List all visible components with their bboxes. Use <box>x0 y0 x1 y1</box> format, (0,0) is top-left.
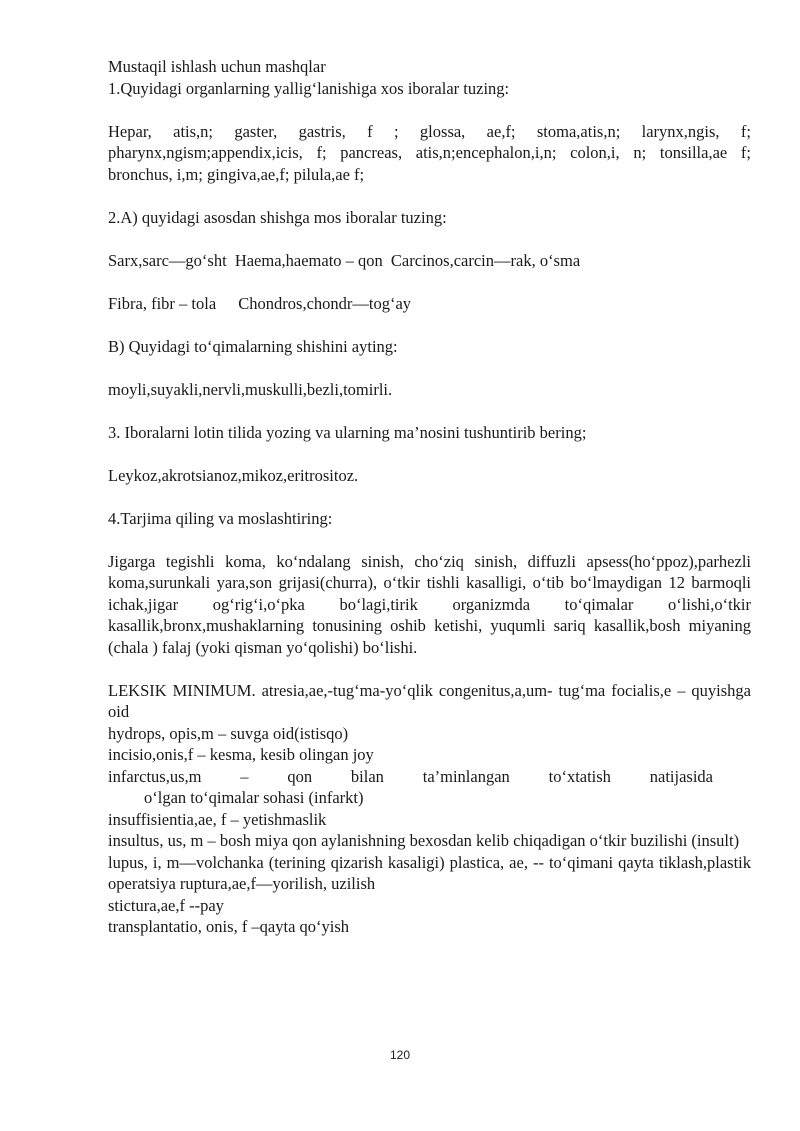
task-2a-row-1 <box>108 250 751 272</box>
task-2a-row-2 <box>108 293 751 315</box>
infarctus-word-4: to‘xtatish <box>548 766 611 786</box>
task-4-title: 4.Tarjima qiling va moslashtiring: <box>108 508 333 528</box>
task-1-title: 1.Quyidagi organlarning yallig‘lanishiga xos iboralar tuzing: <box>108 78 510 98</box>
infarctus-word-3: ta’minlangan <box>422 766 510 786</box>
task-2b-title: B) Quyidagi to‘qimalarning shishini ayting: <box>108 336 398 356</box>
task-3-text: Leykoz,akrotsianoz,mikoz,eritrositoz. <box>108 465 359 485</box>
lexicon-lupus: lupus, i, m—volchanka (terining qizarish kasaligi) plastica, ae, -- to‘qimani qayta tiklash,plastik operatsiya ruptura,ae,f—yorilish, uzilish <box>108 852 751 893</box>
term-haema: Haema,haemato – qon <box>234 250 383 270</box>
lexicon-transplantatio: transplantatio, onis, f –qayta qo‘yish <box>108 917 350 936</box>
lexicon-intro: LEKSIK MINIMUM. atresia,ae,-tug‘ma-yo‘qlik congenitus,a,um- tug‘ma focialis,e – quyishga oid <box>108 680 751 721</box>
task-1-text: Hepar, atis,n; gaster, gastris, f ; glossa, ae,f; stoma,atis,n; larynx,ngis, f; pharynx,ngism;appendix,icis, f; pancreas, atis,n;encephalon,i,n; colon,i, n; tonsilla,ae f; bronchus, i,m; gingiva,ae,f; pilula,ae f; <box>108 121 751 184</box>
lexicon-hydrops: hydrops, opis,m – suvga oid(istisqo) <box>108 723 349 743</box>
term-sarx: Sarx,sarc—go‘sht <box>108 250 227 270</box>
infarctus-dash: – <box>240 766 249 786</box>
task-3-title: 3. Iboralarni lotin tilida yozing va ularning ma’nosini tushuntirib bering; <box>108 422 587 442</box>
term-fibra: Fibra, fibr – tola <box>108 293 217 313</box>
task-4-text: Jigarga tegishli koma, ko‘ndalang sinish, cho‘ziq sinish, diffuzli apsess(ho‘ppoz),parhezli koma,surunkali yara,son grijasi(churra), o‘tkir tishli kasalligi, o‘tib bo‘lmaydigan 12 barmoqli ichak,jigar og‘rig‘i,o‘pka bo‘lagi,tirik organizmda to‘qimalar o‘lishi,o‘tkir kasallik,bronx,mushaklarning tonusining oshib ketishi, yuqumli sariq kasallik,bosh miyaning (chala ) falaj (yoki qisman yo‘qolishi) bo‘lishi. <box>108 551 751 657</box>
infarctus-word-5: natijasida <box>649 766 713 786</box>
task-2b-text: moyli,suyakli,nervli,muskulli,bezli,tomirli. <box>108 379 393 399</box>
document-page <box>108 56 751 938</box>
lexicon-incisio: incisio,onis,f – kesma, kesib olingan joy <box>108 745 374 764</box>
page-number: 120 <box>389 1048 411 1062</box>
task-2a-title: 2.A) quyidagi asosdan shishga mos iboralar tuzing: <box>108 207 447 227</box>
lexicon-insultus: insultus, us, m – bosh miya qon aylanishning bexosdan kelib chiqadigan o‘tkir buzilishi (insult) <box>108 831 740 850</box>
lexicon-infarctus <box>108 766 713 788</box>
section-heading: Mustaqil ishlash uchun mashqlar <box>108 57 326 76</box>
term-chondros: Chondros,chondr—tog‘ay <box>238 293 412 313</box>
lexicon-strictura: stictura,ae,f --pay <box>108 895 224 915</box>
term-carcinos: Carcinos,carcin—rak, o‘sma <box>390 250 581 270</box>
infarctus-word-2: bilan <box>350 766 384 786</box>
lexicon-infarctus-cont: o‘lgan to‘qimalar sohasi (infarkt) <box>144 788 364 807</box>
lexicon-insuffisientia: insuffisientia,ae, f – yetishmaslik <box>108 809 327 829</box>
infarctus-term: infarctus,us,m <box>108 766 202 786</box>
infarctus-word-1: qon <box>287 766 313 786</box>
